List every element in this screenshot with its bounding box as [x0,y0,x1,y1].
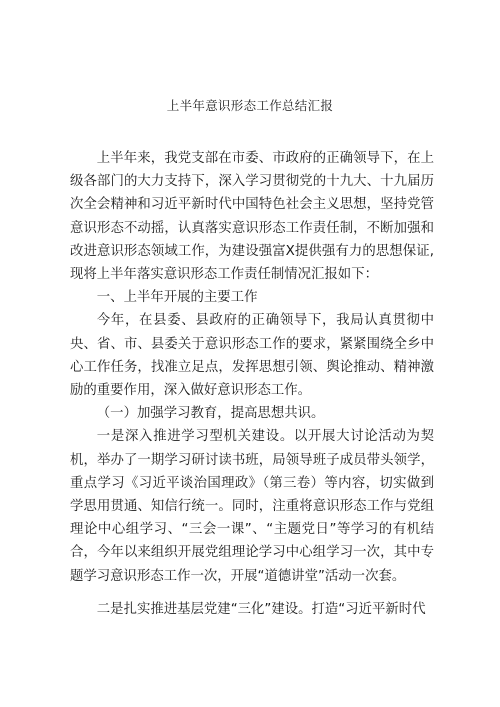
paragraph-study-building: 一是深入推进学习型机关建设。以开展大讨论活动为契机，举办了一期学习研讨读书班，局领导班子成员带头领学，重点学习《习近平谈治国理政》（第三卷）等内容，切实做到学思用贯通、知信行统一。同时，注重将意识形态工作与党组理论中心组学习、“三会一课”、“主题党日”等学习的有机结合，今年以来组织开展党组理论学习中心组学习一次，其中专题学习意识形态工作一次，开展“道德讲堂”活动一次套。 [70,429,434,584]
document-title: 上半年意识形态工作总结汇报 [166,98,334,113]
paragraph-intro: 上半年来，我党支部在市委、市政府的正确领导下，在上级各部门的大力支持下，深入学习贯彻党的十九大、十九届历次全会精神和习近平新时代中国特色社会主义思想，坚持党管意识形态不动摇，认真落实意识形态工作责任制，不断加强和改进意识形态领域工作，为建设强富X提供强有力的思想保证,现将上半年落实意识形态工作责任制情况汇报如下： [70,151,434,283]
section-heading-1: 一、上半年开展的主要工作 [96,290,258,306]
paragraph-party-building: 二是扎实推进基层党建“三化”建设。打造“习近平新时代 [96,601,426,617]
subsection-heading-1: （一）加强学习教育，提高思想共识。 [96,406,325,422]
paragraph-section-1-intro: 今年，在县委、县政府的正确领导下，我局认真贯彻中央、省、市、县委关于意识形态工作的要求，紧紧围绕全乡中心工作任务，找准立足点，发挥思想引领、舆论推动、精神激励的重要作用，深入做好意识形态工作。 [70,313,434,399]
document-body [70,147,434,621]
